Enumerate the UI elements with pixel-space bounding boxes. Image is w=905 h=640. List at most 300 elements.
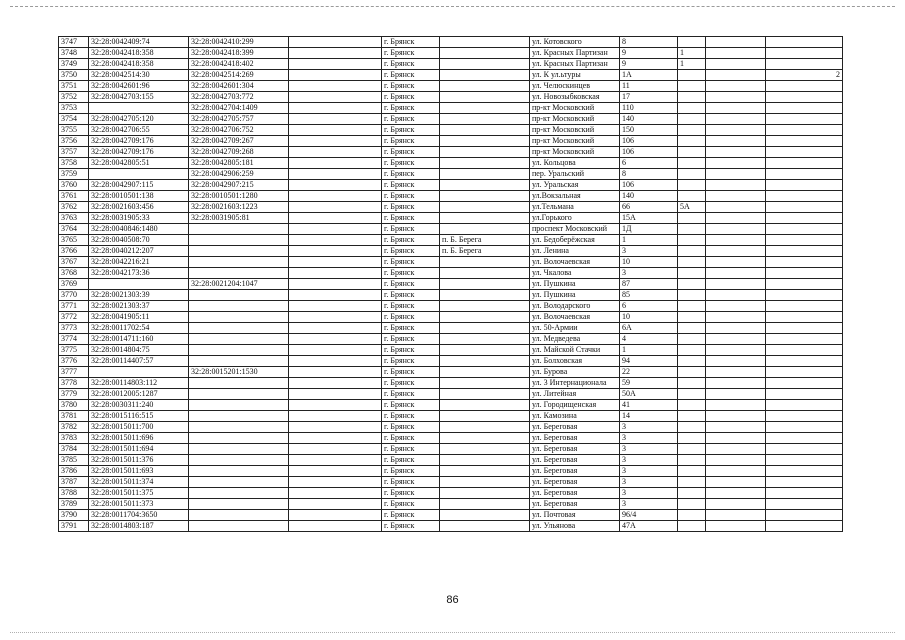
table-row [59,37,843,48]
table-cell: 94 [620,356,678,367]
table-cell [766,510,843,521]
table-cell: 3759 [59,169,89,180]
table-cell [189,455,289,466]
table-cell: 3758 [59,158,89,169]
table-cell [289,400,382,411]
table-cell: 3 [620,246,678,257]
table-cell [440,389,530,400]
table-cell [289,114,382,125]
table-cell: 32:28:0014803:187 [89,521,189,532]
table-cell [706,103,766,114]
table-cell [706,510,766,521]
table-row [59,466,843,477]
table-cell [440,378,530,389]
table-cell: ул. 50-Армии [530,323,620,334]
table-cell: ул. Волочаевская [530,257,620,268]
table-cell [289,48,382,59]
table-cell: 32:28:0021603:456 [89,202,189,213]
table-row [59,422,843,433]
table-cell [440,488,530,499]
table-cell [440,224,530,235]
table-cell [289,510,382,521]
table-cell: 32:28:0042907:115 [89,180,189,191]
table-cell: ул. Литейная [530,389,620,400]
table-cell: 3789 [59,499,89,510]
table-cell [678,147,706,158]
table-cell [766,312,843,323]
table-cell: 3752 [59,92,89,103]
table-cell: 1 [620,235,678,246]
table-cell [678,499,706,510]
table-cell [766,59,843,70]
table-cell: 3761 [59,191,89,202]
table-row [59,521,843,532]
table-cell [678,411,706,422]
table-cell: 3 [620,488,678,499]
table-cell [440,411,530,422]
table-cell: 32:28:0015011:376 [89,455,189,466]
table-cell [706,290,766,301]
table-cell: пр-кт Московский [530,136,620,147]
table-cell: ул. Береговая [530,422,620,433]
table-cell [706,147,766,158]
table-cell [289,521,382,532]
table-cell: 32:28:0042418:402 [189,59,289,70]
table-cell [678,257,706,268]
table-cell [289,279,382,290]
table-cell [706,48,766,59]
table-cell: 3756 [59,136,89,147]
table-row [59,400,843,411]
table-cell [189,356,289,367]
table-cell: 66 [620,202,678,213]
table-cell: ул. Медведева [530,334,620,345]
table-cell: 32:28:0015011:375 [89,488,189,499]
table-cell [766,37,843,48]
table-cell [289,213,382,224]
table-cell: 32:28:0040846:1480 [89,224,189,235]
table-cell: 32:28:0015011:696 [89,433,189,444]
table-cell: ул. Береговая [530,466,620,477]
table-cell: ул. 3 Интернационала [530,378,620,389]
table-cell [766,81,843,92]
table-cell [766,202,843,213]
table-cell: 32:28:0042703:772 [189,92,289,103]
table-cell [766,488,843,499]
table-row [59,136,843,147]
table-cell [289,158,382,169]
table-cell [289,235,382,246]
table-cell: ул. Чкалова [530,268,620,279]
table-cell [678,334,706,345]
table-row [59,378,843,389]
table-cell: 32:28:0042704:1409 [189,103,289,114]
table-cell: 41 [620,400,678,411]
table-cell [766,191,843,202]
table-cell: пр-кт Московский [530,125,620,136]
table-cell [706,466,766,477]
table-cell [440,147,530,158]
table-cell [289,499,382,510]
table-cell [678,169,706,180]
table-cell [89,367,189,378]
table-cell: г. Брянск [382,400,440,411]
table-cell [89,279,189,290]
table-cell: пер. Уральский [530,169,620,180]
table-cell: г. Брянск [382,136,440,147]
table-cell [678,455,706,466]
table-cell: ул. Ленина [530,246,620,257]
table-cell [678,246,706,257]
table-cell: г. Брянск [382,279,440,290]
table-cell: 32:28:0014711:160 [89,334,189,345]
table-cell [440,213,530,224]
table-cell: г. Брянск [382,92,440,103]
table-cell [766,169,843,180]
table-cell [440,257,530,268]
table-cell: 32:28:0042216:21 [89,257,189,268]
table-cell: 32:28:0042705:757 [189,114,289,125]
table-cell [706,433,766,444]
table-cell [440,92,530,103]
table-cell: г. Брянск [382,422,440,433]
table-cell [678,356,706,367]
table-cell: г. Брянск [382,103,440,114]
table-row [59,213,843,224]
table-row [59,103,843,114]
page-number: 86 [446,594,459,606]
table-cell: 32:28:0021204:1047 [189,279,289,290]
table-row [59,367,843,378]
table-row [59,114,843,125]
table-cell: 32:28:0030311:240 [89,400,189,411]
table-cell [189,345,289,356]
table-cell: 32:28:0042706:752 [189,125,289,136]
table-cell: 3754 [59,114,89,125]
table-row [59,81,843,92]
table-cell: 110 [620,103,678,114]
table-cell: 3766 [59,246,89,257]
table-cell: 140 [620,114,678,125]
table-cell: 6 [620,301,678,312]
table-cell: 3773 [59,323,89,334]
table-cell [289,477,382,488]
table-cell [678,92,706,103]
table-cell: 32:28:0042805:181 [189,158,289,169]
table-cell: 4 [620,334,678,345]
table-cell [189,257,289,268]
table-cell [289,334,382,345]
table-cell: 3750 [59,70,89,81]
table-cell: 32:28:0042418:358 [89,59,189,70]
table-cell [678,235,706,246]
table-cell: 32:28:0040212:207 [89,246,189,257]
table-cell: 32:28:0010501:138 [89,191,189,202]
table-cell: 3 [620,444,678,455]
table-cell [89,169,189,180]
table-cell [766,147,843,158]
table-cell [678,312,706,323]
table-cell: 32:28:0031905:33 [89,213,189,224]
table-cell: 32:28:0011704:3650 [89,510,189,521]
table-cell: 87 [620,279,678,290]
table-cell: 32:28:0010501:1280 [189,191,289,202]
table-cell: г. Брянск [382,180,440,191]
table-cell: 8 [620,37,678,48]
table-cell [706,312,766,323]
table-cell: 3757 [59,147,89,158]
table-cell: 2 [766,70,843,81]
table-cell [706,301,766,312]
table-cell [289,422,382,433]
table-cell [766,180,843,191]
table-cell: 3786 [59,466,89,477]
table-cell: 3769 [59,279,89,290]
table-cell [440,356,530,367]
table-cell: 32:28:0015116:515 [89,411,189,422]
table-cell: ул. К ул.ьтуры [530,70,620,81]
table-cell: ул.Горького [530,213,620,224]
table-cell: г. Брянск [382,433,440,444]
table-cell: 32:28:0021303:37 [89,301,189,312]
table-cell: 32:28:0015011:694 [89,444,189,455]
table-cell: 3 [620,268,678,279]
table-cell: 106 [620,147,678,158]
table-cell [766,411,843,422]
table-cell [706,125,766,136]
table-cell [289,433,382,444]
table-row [59,246,843,257]
table-cell: ул. Береговая [530,499,620,510]
table-cell: 32:28:0042705:120 [89,114,189,125]
table-cell: ул.Тельмана [530,202,620,213]
table-cell: 3768 [59,268,89,279]
table-cell: 3780 [59,400,89,411]
table-cell: г. Брянск [382,488,440,499]
table-cell [706,488,766,499]
table-cell [766,367,843,378]
table-cell [289,345,382,356]
table-cell [706,37,766,48]
table-cell [766,334,843,345]
table-cell: 32:28:0012005:1287 [89,389,189,400]
table-cell: 3751 [59,81,89,92]
table-cell: 32:28:0042173:36 [89,268,189,279]
table-cell: 150 [620,125,678,136]
table-cell: 11 [620,81,678,92]
table-cell: 3 [620,466,678,477]
table-cell [440,103,530,114]
table-row [59,312,843,323]
table-cell: г. Брянск [382,378,440,389]
table-cell [678,345,706,356]
table-cell: г. Брянск [382,169,440,180]
table-cell [678,37,706,48]
table-row [59,191,843,202]
table-cell [766,235,843,246]
table-cell [440,334,530,345]
table-cell [678,125,706,136]
table-cell: ул. Челюскинцев [530,81,620,92]
table-row [59,411,843,422]
table-cell: г. Брянск [382,466,440,477]
table-cell [766,466,843,477]
table-row [59,48,843,59]
table-cell: г. Брянск [382,345,440,356]
scan-artifact-bottom [10,632,895,633]
table-cell: 32:28:0042906:259 [189,169,289,180]
table-cell: 3755 [59,125,89,136]
table-cell: г. Брянск [382,499,440,510]
table-cell [706,114,766,125]
table-row [59,444,843,455]
table-cell: 106 [620,136,678,147]
table-cell: 14 [620,411,678,422]
table-cell [289,411,382,422]
table-row [59,268,843,279]
table-cell: 3 [620,499,678,510]
table-cell: г. Брянск [382,48,440,59]
table-cell: 50А [620,389,678,400]
table-cell [678,279,706,290]
table-cell: ул. Красных Партизан [530,59,620,70]
table-cell [440,301,530,312]
table-cell [706,455,766,466]
table-cell: г. Брянск [382,114,440,125]
table-cell: ул. Володарского [530,301,620,312]
table-cell: г. Брянск [382,213,440,224]
table-cell: 3790 [59,510,89,521]
table-cell [440,114,530,125]
table-cell: г. Брянск [382,158,440,169]
table-cell: 3763 [59,213,89,224]
table-cell [678,400,706,411]
table-cell [289,356,382,367]
table-cell: 32:28:0042703:155 [89,92,189,103]
table-cell [766,301,843,312]
scan-artifact-top [10,6,895,7]
table-cell: 32:28:0042601:304 [189,81,289,92]
table-cell [706,389,766,400]
table-cell [189,444,289,455]
table-cell: 32:28:0042410:299 [189,37,289,48]
table-cell [440,400,530,411]
table-cell [766,444,843,455]
table-row [59,279,843,290]
table-cell [678,378,706,389]
table-cell: ул. Волочаевская [530,312,620,323]
table-cell [289,103,382,114]
table-cell: п. Б. Берега [440,235,530,246]
table-cell: ул. Почтовая [530,510,620,521]
table-cell [766,433,843,444]
table-cell: ул. Пушкина [530,290,620,301]
table-cell: 1 [620,345,678,356]
table-cell [766,400,843,411]
table-cell [706,400,766,411]
table-cell: 32:28:0042514:30 [89,70,189,81]
table-cell [706,477,766,488]
table-cell: 1А [620,70,678,81]
table-cell [766,136,843,147]
table-cell [289,488,382,499]
table-cell: г. Брянск [382,323,440,334]
table-cell: 32:28:00114407:57 [89,356,189,367]
table-cell [289,136,382,147]
table-cell: г. Брянск [382,312,440,323]
table-cell: г. Брянск [382,235,440,246]
table-cell [766,389,843,400]
table-cell [706,213,766,224]
table-cell [678,389,706,400]
table-cell [678,70,706,81]
table-cell: 6А [620,323,678,334]
table-cell [440,345,530,356]
table-cell: г. Брянск [382,37,440,48]
table-cell: г. Брянск [382,521,440,532]
table-cell: 32:28:0042709:176 [89,147,189,158]
table-cell [440,433,530,444]
table-cell [440,455,530,466]
table-cell [189,235,289,246]
table-cell [706,235,766,246]
table-row [59,125,843,136]
table-cell [678,81,706,92]
table-cell: ул. Береговая [530,455,620,466]
table-cell: ул. Камозина [530,411,620,422]
table-cell: 3767 [59,257,89,268]
table-cell: 3 [620,455,678,466]
table-cell [440,136,530,147]
table-cell: 3 [620,422,678,433]
table-cell: г. Брянск [382,125,440,136]
table-cell: 3760 [59,180,89,191]
table-cell: ул. Береговая [530,444,620,455]
table-cell: 10 [620,312,678,323]
table-cell [678,191,706,202]
table-cell [189,510,289,521]
table-cell: ул. Красных Партизан [530,48,620,59]
table-cell [440,422,530,433]
table-cell: ул. Уральская [530,180,620,191]
table-cell: 3782 [59,422,89,433]
table-cell: 22 [620,367,678,378]
table-cell: 3753 [59,103,89,114]
table-cell [440,158,530,169]
table-cell [440,169,530,180]
table-cell: ул. Бедоберёжская [530,235,620,246]
registry-body [59,37,843,532]
table-cell: г. Брянск [382,81,440,92]
table-cell: г. Брянск [382,334,440,345]
table-cell: 32:28:0021603:1223 [189,202,289,213]
table-cell [706,191,766,202]
table-cell: ул. Береговая [530,488,620,499]
table-cell [440,48,530,59]
table-cell: 1 [678,48,706,59]
table-cell [440,312,530,323]
table-cell: 3783 [59,433,89,444]
table-cell [766,246,843,257]
table-cell: пр-кт Московский [530,114,620,125]
table-cell [289,257,382,268]
table-cell: г. Брянск [382,367,440,378]
table-cell: 10 [620,257,678,268]
table-cell [678,422,706,433]
table-cell [678,290,706,301]
table-row [59,488,843,499]
table-row [59,235,843,246]
